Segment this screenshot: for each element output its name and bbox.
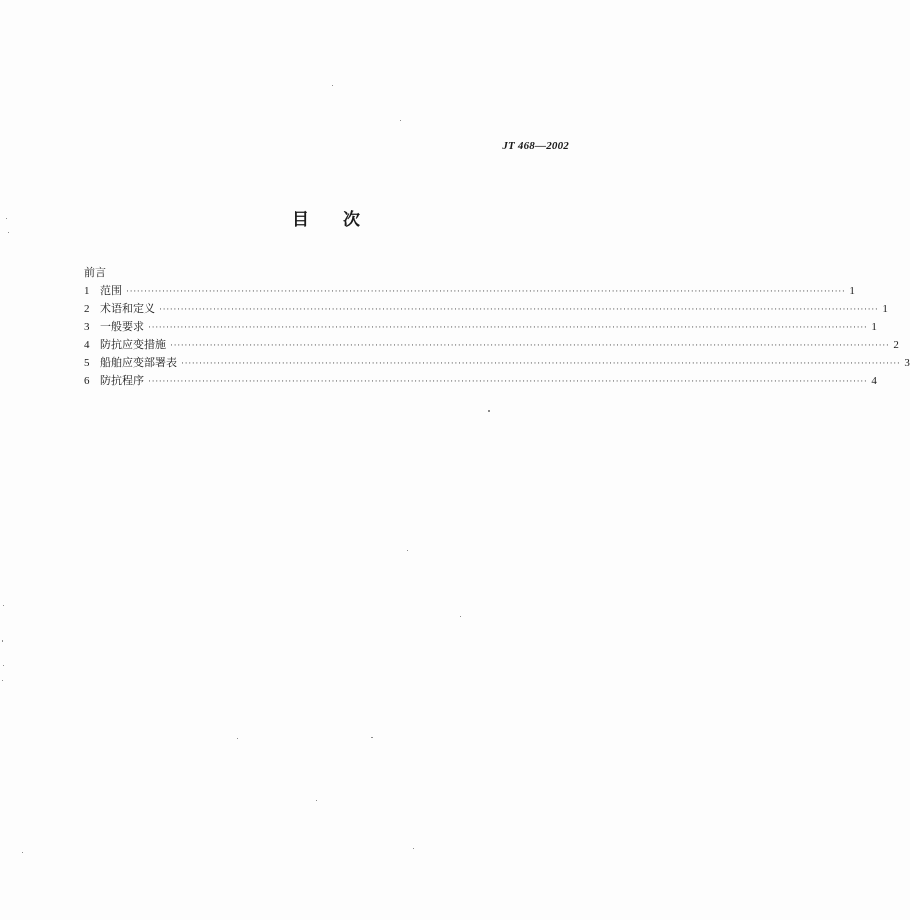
table-of-contents [84, 264, 910, 390]
toc-entry-page: 3 [904, 357, 910, 369]
toc-entry-number: 6 [84, 375, 90, 387]
scan-speck [3, 605, 4, 606]
toc-title-part1: 目 [292, 210, 309, 230]
toc-entry[interactable] [84, 354, 910, 372]
scan-speck [3, 665, 4, 666]
toc-dot-leader: ········································································································································································································ [170, 340, 890, 350]
toc-entry-label: 范围 [100, 284, 122, 297]
toc-entry-page: 2 [893, 339, 899, 351]
toc-dot-leader: ········································································································································································································ [148, 376, 868, 386]
scan-speck [460, 616, 461, 617]
scan-speck [407, 550, 408, 551]
toc-entry-label: 一般要求 [100, 320, 144, 333]
toc-entry-label: 船舶应变部署表 [100, 356, 177, 369]
scan-speck [488, 410, 490, 412]
toc-entry-number: 2 [84, 303, 90, 315]
toc-entry-page: 1 [849, 285, 855, 297]
scan-speck [413, 848, 414, 849]
toc-title [0, 205, 652, 230]
toc-dot-leader: ········································································································································································································ [148, 322, 868, 332]
toc-entry-page: 1 [871, 321, 877, 333]
toc-entry[interactable] [84, 336, 899, 354]
toc-entry[interactable] [84, 282, 855, 300]
document-code: JT 468—2002 [502, 140, 569, 152]
toc-entry-label: 防抗应变措施 [100, 338, 166, 351]
toc-dot-leader: ········································································································································································································ [159, 304, 879, 314]
toc-dot-leader: ········································································································································································································ [126, 286, 846, 296]
toc-title-part2: 次 [343, 210, 360, 230]
scan-speck [400, 120, 401, 121]
toc-entry-label: 术语和定义 [100, 302, 155, 315]
toc-entry-number: 3 [84, 321, 90, 333]
scan-speck [8, 232, 9, 233]
toc-entry-label: 防抗程序 [100, 374, 144, 387]
toc-entry[interactable] [84, 372, 877, 390]
scan-speck [2, 680, 3, 681]
toc-entry[interactable] [84, 300, 888, 318]
toc-entry-number: 5 [84, 357, 90, 369]
toc-entry-page: 4 [871, 375, 877, 387]
toc-entry-page: 1 [882, 303, 888, 315]
scan-speck [316, 800, 317, 801]
toc-dot-leader: ········································································································································································································ [181, 358, 901, 368]
scan-speck [371, 737, 373, 738]
toc-preface[interactable]: 前言 [84, 266, 106, 279]
scan-speck [6, 218, 7, 219]
scan-speck [332, 85, 333, 86]
scan-speck [2, 640, 3, 642]
scan-speck [237, 738, 238, 739]
toc-entry[interactable] [84, 318, 877, 336]
toc-entry-number: 1 [84, 285, 90, 297]
toc-entry-number: 4 [84, 339, 90, 351]
scan-speck [22, 852, 23, 853]
